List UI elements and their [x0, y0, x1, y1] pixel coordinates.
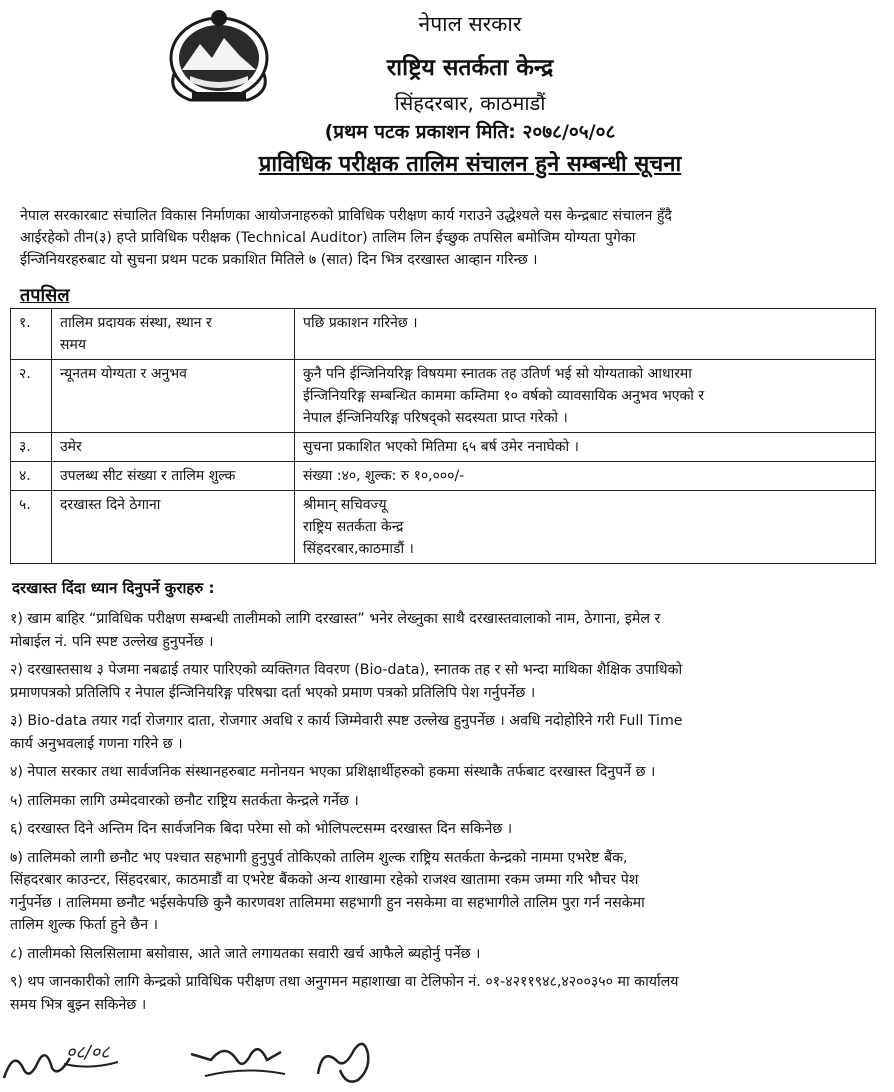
row-number: ५.	[11, 491, 52, 564]
row-value-line: ईन्जिनियरिङ्ग सम्बन्धित काममा कम्तिमा १० वर्षको व्यावसायिक अनुभव भएको र	[303, 388, 705, 404]
row-label-line: उपलब्ध सीट संख्या र तालिम शुल्क	[60, 468, 236, 484]
row-value	[295, 433, 876, 462]
note-line: गर्नुपर्नेछ । तालिममा छनौट भईसकेपछि कुनै कारणवश तालिममा सहभागी हुन नसकेमा वा सहभागीले तालिम पुरा गर्न नसकेमा	[10, 894, 645, 911]
table-row	[11, 462, 876, 491]
row-label-line: उमेर	[60, 439, 82, 455]
row-value-line: नेपाल ईन्जिनियरिङ्ग परिषद्को सदस्यता प्राप्त गरेको ।	[303, 410, 568, 426]
note-line: मोबाईल नं. पनि स्पष्ट उल्लेख हुनुपर्नेछ ।	[10, 633, 214, 650]
note-line: कार्य अनुभवलाई गणना गरिने छ ।	[10, 735, 183, 752]
list-item	[10, 659, 876, 704]
note-line: समय भित्र बुझ्न सकिनेछ ।	[10, 996, 147, 1013]
list-item	[10, 818, 876, 841]
row-value	[295, 309, 876, 360]
row-label	[52, 433, 295, 462]
row-number: १.	[11, 309, 52, 360]
note-line: ३) Bio-data तयार गर्दा रोजगार दाता, रोजगार अवधि र कार्य जिम्मेवारी स्पष्ट उल्लेख हुनुपर्नेछ । अवधि नदोहोरिने गरी Full Time	[10, 713, 683, 729]
row-label-line: समय	[60, 337, 86, 353]
signature-2	[185, 1030, 295, 1088]
row-number: ४.	[11, 462, 52, 491]
row-value	[295, 360, 876, 433]
note-line: ७) तालिमको लागी छनौट भए पश्चात सहभागी हुनुपुर्व तोकिएको तालिम शुल्क राष्ट्रिय सतर्कता केन्द्रको नाममा एभरेष्ट बैंक,	[10, 849, 628, 866]
intro-line: आईरहेको तीन(३) हप्ते प्राविधिक परीक्षक (Technical Auditor) तालिम लिन ईच्छुक तपसिल बमोजिम योग्यता पुगेका	[20, 230, 636, 246]
list-item	[10, 943, 876, 966]
row-value	[295, 491, 876, 564]
note-line: प्रमाणपत्रको प्रतिलिपि र नेपाल ईन्जिनियरिङ्ग परिषद्मा दर्ता भएको प्रमाण पत्रको प्रतिलिपि पेश गर्नुपर्नेछ ।	[10, 684, 536, 701]
list-item	[10, 790, 876, 813]
row-label-line: न्यूनतम योग्यता र अनुभव	[60, 366, 187, 382]
table-row	[11, 433, 876, 462]
note-line: ९) थप जानकारीको लागि केन्द्रको प्राविधिक परीक्षण तथा अनुगमन महाशाखा वा टेलिफोन नं. ०१-४२११९४८,४२००३५० मा कार्यालय	[10, 974, 679, 990]
row-label	[52, 360, 295, 433]
list-item	[10, 608, 876, 653]
row-label	[52, 491, 295, 564]
note-line: तालिम शुल्क फिर्ता हुने छैन ।	[10, 917, 159, 933]
signature-date: ०८/०८	[66, 1042, 110, 1063]
note-line: ६) दरखास्त दिने अन्तिम दिन सार्वजनिक बिदा परेमा सो को भोलिपल्टसम्म दरखास्त दिन सकिनेछ ।	[10, 821, 513, 837]
note-line: २) दरखास्तसाथ ३ पेजमा नबढाई तयार पारिएको व्यक्तिगत विवरण (Bio-data), स्नातक तह र सो भन्दा माथिका शैक्षिक उपाधिको	[10, 662, 683, 678]
list-item	[10, 710, 876, 755]
list-item	[10, 971, 876, 1016]
notice-title: प्राविधिक परीक्षक तालिम संचालन हुने सम्बन्धी सूचना	[258, 152, 682, 177]
note-line: ४) नेपाल सरकार तथा सार्वजनिक संस्थानहरुबाट मनोनयन भएका प्रशिक्षार्थीहरुको हकमा संस्थाकै तर्फबाट दरखास्त दिनुपर्ने छ ।	[10, 764, 656, 780]
list-item	[10, 847, 876, 937]
row-value-line: राष्ट्रिय सतर्कता केन्द्र	[303, 519, 404, 535]
list-item	[10, 761, 876, 784]
details-table	[10, 308, 876, 564]
header-government: नेपाल सरकार	[418, 12, 522, 36]
intro-paragraph	[20, 205, 872, 271]
table-row	[11, 491, 876, 564]
row-value-line: संख्या :४०, शुल्क: रु १०,०००/-	[303, 468, 465, 484]
signature-1	[0, 1018, 130, 1088]
row-value-line: श्रीमान् सचिवज्यू	[303, 497, 387, 513]
table-row	[11, 360, 876, 433]
row-value-line: पछि प्रकाशन गरिनेछ ।	[303, 315, 418, 331]
row-number: २.	[11, 360, 52, 433]
signature-3	[310, 1030, 390, 1088]
row-value	[295, 462, 876, 491]
row-label	[52, 309, 295, 360]
row-label	[52, 462, 295, 491]
row-value-line: सुचना प्रकाशित भएको मितिमा ६५ बर्ष उमेर ननाघेको ।	[303, 439, 579, 455]
note-line: सिंहदरबार काउन्टर, सिंहदरबार, काठमाडौं वा एभरेष्ट बैंकको अन्य शाखामा रहेको राजश्व खातामा रकम जम्मा गरि भौचर पेश	[10, 872, 639, 888]
table-row	[11, 309, 876, 360]
row-label-line: दरखास्त दिने ठेगाना	[60, 497, 161, 513]
intro-line: ईन्जिनियरहरुबाट यो सुचना प्रथम पटक प्रकाशित मितिले ७ (सात) दिन भित्र दरखास्त आव्हान गरिन्छ ।	[20, 252, 538, 268]
details-heading: तपसिल	[20, 285, 70, 306]
note-line: ८) तालीमको सिलसिलामा बसोवास, आते जाते लगायतका सवारी खर्च आफैले ब्यहोर्नु पर्नेछ ।	[10, 945, 481, 962]
row-label-line: तालिम प्रदायक संस्था, स्थान र	[60, 315, 212, 331]
header-office-name: राष्ट्रिय सतर्कता केन्द्र	[386, 55, 554, 81]
notes-heading: दरखास्त दिंदा ध्यान दिनुपर्ने कुराहरु :	[12, 579, 215, 597]
row-number: ३.	[11, 433, 52, 462]
intro-line: नेपाल सरकारबाट संचालित विकास निर्माणका आयोजनाहरुको प्राविधिक परीक्षण कार्य गराउने उद्धेश्यले यस केन्द्रबाट संचालन हुँदै	[20, 208, 672, 224]
row-value-line: सिंहदरबार,काठमाडौं ।	[303, 541, 414, 557]
row-value-line: कुनै पनि ईन्जिनियरिङ्ग विषयमा स्नातक तह उतिर्ण भई सो योग्यताको आधारमा	[303, 366, 692, 382]
header-location: सिंहदरबार, काठमाडौं	[394, 91, 546, 115]
note-line: ५) तालिमका लागि उम्मेदवारको छनौट राष्ट्रिय सतर्कता केन्द्रले गर्नेछ ।	[10, 792, 359, 809]
header-publish-date: (प्रथम पटक प्रकाशन मिति: २०७८/०५/०८	[324, 121, 616, 143]
notes-list	[10, 608, 876, 1022]
note-line: १) खाम बाहिर “प्राविधिक परीक्षण सम्बन्धी तालीमको लागि दरखास्त” भनेर लेख्नुका साथै दरखास्तवालाको नाम, ठेगाना, इमेल र	[10, 611, 661, 627]
